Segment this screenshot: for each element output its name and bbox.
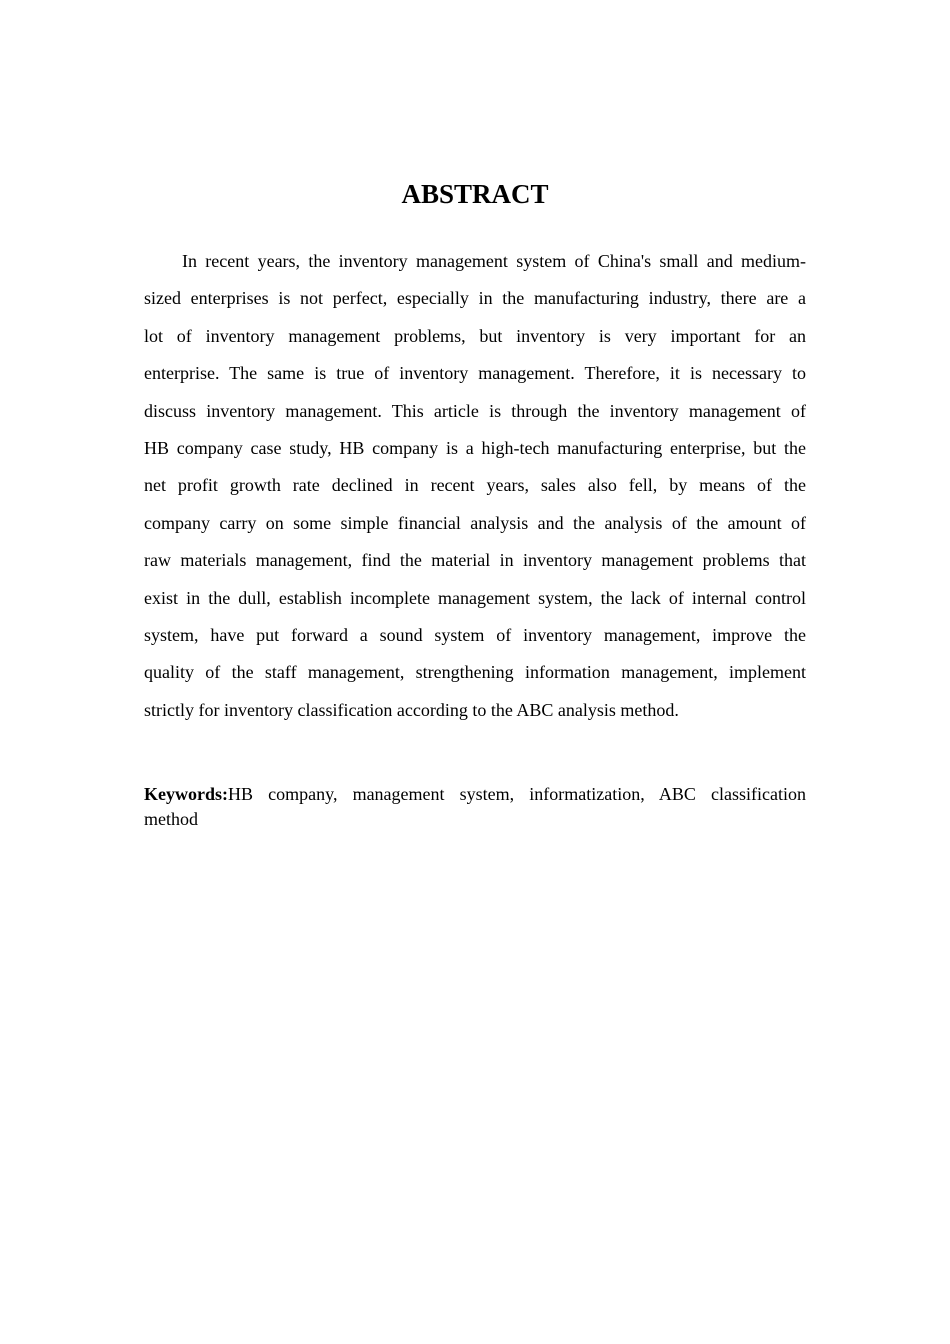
keywords-line <box>144 782 806 807</box>
abstract-line: In recent years, the inventory management system of China's small and medium- <box>182 251 806 271</box>
abstract-line: raw materials management, find the material in inventory management problems that <box>144 550 806 571</box>
abstract-line: strictly for inventory classification according to the ABC analysis method. <box>144 699 679 720</box>
abstract-line: system, have put forward a sound system of inventory management, improve the <box>144 624 806 645</box>
abstract-line: exist in the dull, establish incomplete management system, the lack of internal control <box>144 587 806 608</box>
keywords-line-2: method <box>144 809 198 829</box>
abstract-line: enterprise. The same is true of inventory management. Therefore, it is necessary to <box>144 363 806 384</box>
keywords-label: Keywords: <box>144 784 228 804</box>
page-title: ABSTRACT <box>401 179 549 209</box>
abstract-line: quality of the staff management, strengthening information management, implement <box>144 662 806 683</box>
abstract-line: company carry on some simple financial analysis and the analysis of the amount of <box>144 512 806 533</box>
keywords <box>144 782 806 832</box>
abstract-line: sized enterprises is not perfect, especially in the manufacturing industry, there are a <box>144 288 806 309</box>
abstract-line: HB company case study, HB company is a high-tech manufacturing enterprise, but the <box>144 437 806 458</box>
abstract-line: lot of inventory management problems, but inventory is very important for an <box>144 325 806 346</box>
abstract-paragraph <box>144 248 806 734</box>
abstract-line: discuss inventory management. This article is through the inventory management of <box>144 400 806 421</box>
abstract-line: net profit growth rate declined in recent years, sales also fell, by means of the <box>144 475 806 496</box>
keywords-text: HB company, management system, informatization, ABC classification <box>228 784 806 804</box>
